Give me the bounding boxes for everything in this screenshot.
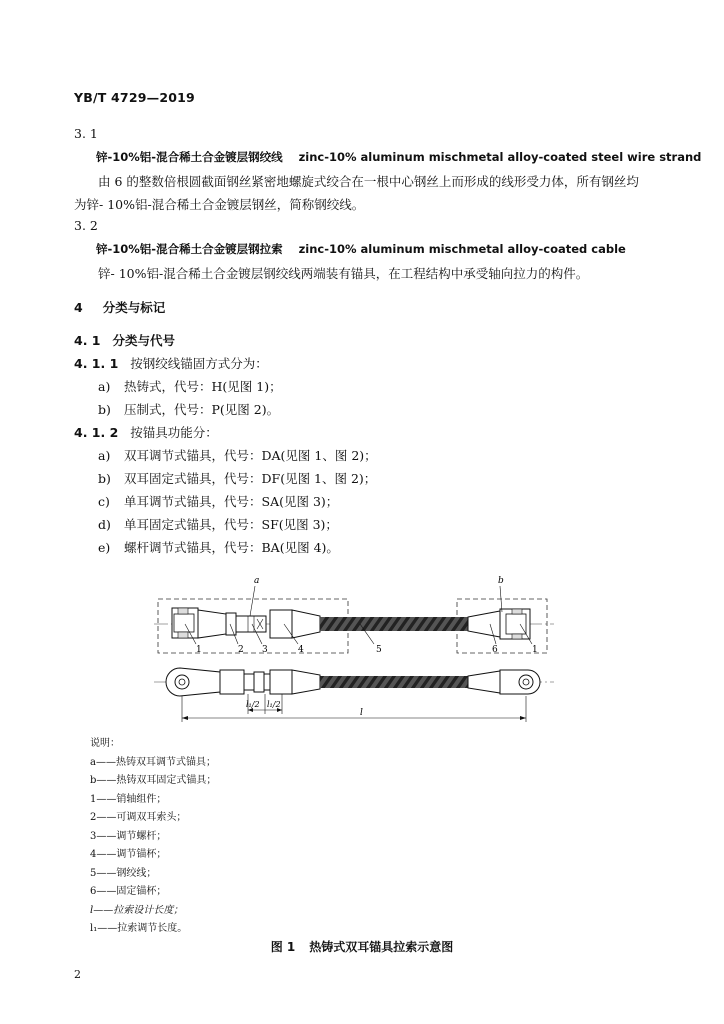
figure-1-drawing xyxy=(150,572,560,722)
legend-line: 2——可调双耳索头； xyxy=(90,812,187,823)
list-item: b) 压制式，代号：P(见图 2)。 xyxy=(98,402,280,417)
label-4: 4 xyxy=(298,645,304,655)
term-3-1-en: zinc-10% aluminum mischmetal alloy-coated steel wire strand xyxy=(298,150,702,164)
legend-line: 4——调节锚杯； xyxy=(90,849,167,860)
definition-3-2-line1: 锌- 10%铝-混合稀土合金镀层钢绞线两端装有锚具，在工程结构中承受轴向拉力的构件。 xyxy=(98,266,589,281)
left-anchor-top xyxy=(172,608,320,638)
legend-line: 1——销轴组件； xyxy=(90,793,167,805)
label-1-right: 1 xyxy=(532,645,538,655)
legend-line: l₁——拉索调节长度。 xyxy=(90,923,188,934)
label-6: 6 xyxy=(492,645,498,655)
label-b: b xyxy=(498,576,504,586)
list-item: c) 单耳调节式锚具，代号：SA(见图 3)； xyxy=(98,494,339,509)
page-number: 2 xyxy=(74,968,81,981)
label-a: a xyxy=(254,576,260,586)
dimension-lines xyxy=(182,694,526,722)
clause-4-1-1-number: 4. 1. 1 xyxy=(74,356,119,371)
section-4-title: 分类与标记 xyxy=(102,300,166,315)
definition-3-1-line2: 为锌- 10%铝-混合稀土合金镀层钢丝，简称钢绞线。 xyxy=(74,197,365,212)
right-anchor-side xyxy=(468,670,540,694)
legend-line: l——拉索设计长度； xyxy=(90,904,184,916)
figure-legend xyxy=(90,735,216,939)
label-3: 3 xyxy=(262,645,268,655)
term-3-1-cn: 锌-10%铝-混合稀土合金镀层钢绞线 xyxy=(96,150,283,164)
label-5: 5 xyxy=(376,645,382,655)
legend-line: b——热铸双耳固定式锚具； xyxy=(90,775,217,786)
section-4-1-number: 4. 1 xyxy=(74,333,101,348)
legend-line: 3——调节螺杆； xyxy=(90,830,167,842)
section-4-number: 4 xyxy=(74,300,83,315)
legend-line: a——热铸双耳调节式锚具； xyxy=(90,756,216,768)
term-3-1 xyxy=(96,149,701,165)
list-item: a) 双耳调节式锚具，代号：DA(见图 1、图 2)； xyxy=(98,448,377,463)
section-3-2-number: 3. 2 xyxy=(74,218,98,233)
label-2: 2 xyxy=(238,645,244,655)
section-4-1-heading xyxy=(74,331,175,349)
list-item: a) 热铸式，代号：H(见图 1)； xyxy=(98,379,282,394)
clause-4-1-1 xyxy=(74,354,268,372)
definition-3-1-line1: 由 6 的整数倍根圆截面钢丝紧密地螺旋式绞合在一根中心钢丝上而形成的线形受力体，所有钢丝均 xyxy=(98,174,639,189)
list-item: e) 螺杆调节式锚具，代号：BA(见图 4)。 xyxy=(98,540,339,555)
list-item: b) 双耳固定式锚具，代号：DF(见图 1、图 2)； xyxy=(98,471,377,486)
list-item: d) 单耳固定式锚具，代号：SF(见图 3)； xyxy=(98,517,338,532)
clause-4-1-2-title: 按锚具功能分： xyxy=(130,425,218,440)
term-3-2-en: zinc-10% aluminum mischmetal alloy-coated cable xyxy=(298,242,626,256)
legend-title: 说明： xyxy=(90,738,120,749)
section-4-heading xyxy=(74,298,165,316)
term-3-2 xyxy=(96,241,626,257)
figure-caption xyxy=(0,938,724,955)
right-anchor-top xyxy=(468,609,530,639)
term-3-2-cn: 锌-10%铝-混合稀土合金镀层钢拉索 xyxy=(96,242,283,256)
clause-4-1-1-title: 按钢绞线锚固方式分为： xyxy=(130,356,268,371)
figure-number: 图 1 xyxy=(270,940,296,954)
clause-4-1-2 xyxy=(74,423,218,441)
figure-title: 热铸式双耳锚具拉索示意图 xyxy=(309,940,454,954)
section-3-1-number: 3. 1 xyxy=(74,126,98,141)
label-l1-half-left: l₁/2 xyxy=(246,700,260,709)
left-anchor-side xyxy=(166,668,320,696)
label-l1-half-right: l₁/2 xyxy=(267,700,281,709)
label-1: 1 xyxy=(196,645,202,655)
steel-strand-side xyxy=(320,676,468,688)
legend-line: 6——固定锚杯； xyxy=(90,886,167,897)
clause-4-1-2-number: 4. 1. 2 xyxy=(74,425,119,440)
legend-line: 5——钢绞线； xyxy=(90,867,157,879)
standard-code: YB/T 4729—2019 xyxy=(74,90,195,105)
label-l: l xyxy=(360,708,363,718)
steel-strand-top xyxy=(320,617,468,631)
section-4-1-title: 分类与代号 xyxy=(112,333,176,348)
